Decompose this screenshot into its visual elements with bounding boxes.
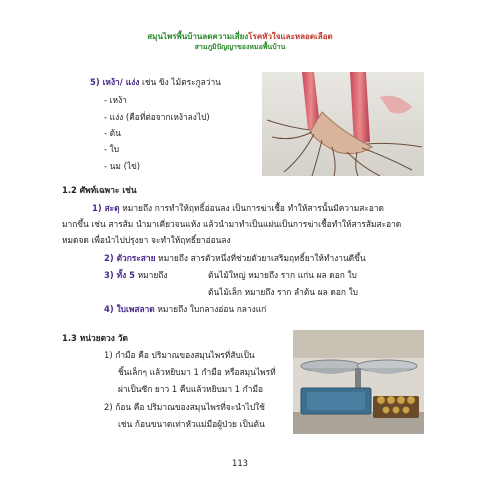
term3-small-trees: ต้นไม้เล็ก หมายถึง ราก ลำต้น ผล ดอก ใบ xyxy=(208,287,359,297)
page-number: 113 xyxy=(232,458,248,468)
term2-line xyxy=(104,252,366,264)
header-title-part2: โรคหัวใจและหลอดเลือด xyxy=(248,32,333,41)
list-item: - แง่ง (คือที่ต่อจากเหง้าลงไป) xyxy=(104,112,210,122)
term2-text: หมายถึง สารตัวหนึ่งที่ช่วยตัวยาเสริมฤทธิ์ยาให้ทำงานดีขึ้น xyxy=(155,253,366,263)
term1-line1 xyxy=(92,202,384,214)
term3-big-trees: ต้นไม้ใหญ่ หมายถึง ราก แก่น ผล ดอก ใบ xyxy=(208,270,357,280)
term1-text: หมายถึง การทำให้ฤทธิ์อ่อนลง เป็นการฆ่าเชื้อ ทำให้สารนั้นมีความสะอาด xyxy=(119,203,384,213)
unit1-line1: 1) กำมือ คือ ปริมาณของสมุนไพรที่สับเป็น xyxy=(104,350,255,360)
term4-label: 4) ใบเพสลาด xyxy=(104,304,155,314)
term1-label: 1) สะตุ xyxy=(92,203,120,213)
header-title-part1: สมุนไพรพื้นบ้านลดความเสี่ยง xyxy=(147,32,249,41)
balance-scale-photo xyxy=(293,330,424,434)
unit1-line2: ชิ้นเล็กๆ แล้วหยิบมา 1 กำมือ หรือสมุนไพรที่ xyxy=(118,367,276,377)
section5-title: 5) เหง้า/ แง่ง xyxy=(90,77,140,87)
list-item: - ต้น xyxy=(104,128,121,138)
term3-label: 3) ทั้ง 5 xyxy=(104,270,135,280)
term1-line3: หมดจด เพื่อนำไปปรุงยา จะทำให้ฤทธิ์ยาอ่อนลง xyxy=(62,235,231,245)
section5-title-line xyxy=(90,76,221,88)
unit1-line3: ผ่าเป็นซีก ยาว 1 คืบแล้วหยิบมา 1 กำมือ xyxy=(118,384,263,394)
section13-heading: 1.3 หน่วยตวง วัด xyxy=(62,333,128,343)
term3-mid: หมายถึง xyxy=(134,270,168,280)
unit2-line2: เช่น ก้อนขนาดเท่าหัวแม่มือผู้ป่วย เป็นต้น xyxy=(118,419,265,429)
list-item: - เหง้า xyxy=(104,95,127,105)
unit2-line1: 2) ก้อน คือ ปริมาณของสมุนไพรที่จะนำไปใช้ xyxy=(104,402,265,412)
section12-heading: 1.2 ศัพท์เฉพาะ เช่น xyxy=(62,185,137,195)
section5-intro: เช่น ขิง ไม้ตระกูลว่าน xyxy=(141,77,221,87)
running-subheader: สามภูมิปัญญาของหมอพื้นบ้าน xyxy=(194,43,286,51)
term4-text: หมายถึง ใบกลางอ่อน กลางแก่ xyxy=(154,304,267,314)
rhizome-photo xyxy=(262,72,424,176)
term3-line xyxy=(104,269,167,281)
term4-line xyxy=(104,303,266,315)
list-item: - ใบ xyxy=(104,144,120,154)
term2-label: 2) ตัวกระสาย xyxy=(104,253,156,263)
term1-line2: มากขึ้น เช่น สารส้ม นำมาเคี่ยวจนแห้ง แล้วนำมาทำเป็นแผ่นเป็นการฆ่าเชื้อทำให้สารส้มสะอาด xyxy=(62,219,402,229)
list-item: - นม (ไข่) xyxy=(104,161,141,171)
